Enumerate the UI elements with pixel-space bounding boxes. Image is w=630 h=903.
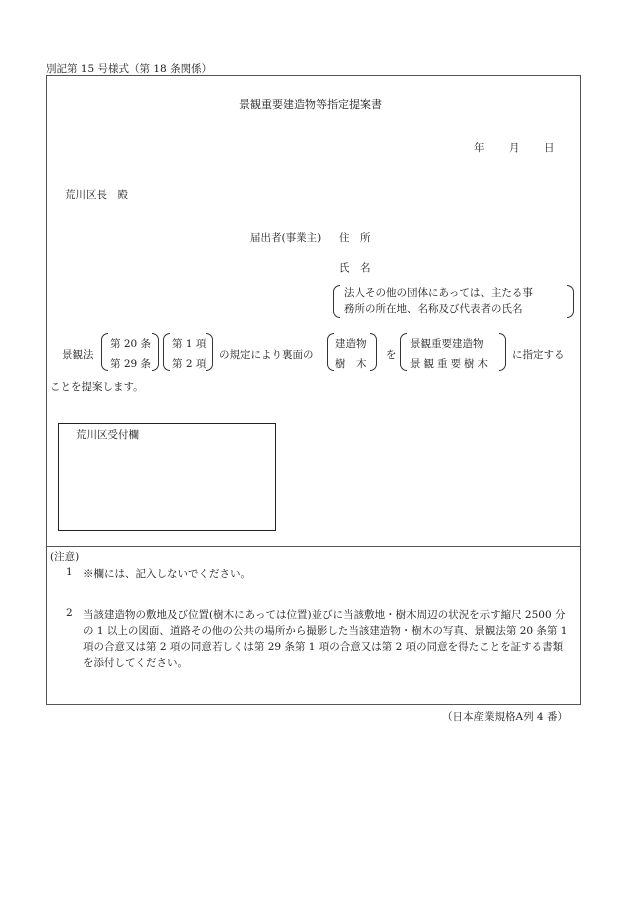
corp-note-line-1: 法人その他の団体にあっては、主たる事 xyxy=(344,287,533,299)
clause-2: 第 2 項 xyxy=(172,358,207,370)
article-close-brace xyxy=(152,333,159,371)
particle-wo: を xyxy=(386,349,397,361)
notes-divider xyxy=(46,546,581,547)
notes-heading: (注意) xyxy=(50,551,80,563)
corp-note xyxy=(344,285,533,317)
note-2-text: 当該建造物の敷地及び位置(樹木にあっては位置)並びに当該敷地・樹木周辺の状況を示す縮尺 2500 分の 1 以上の図面、道路その他の公共の場所から撮影した当該建造物・樹木の写真、景観法第 20 条第 1 項の合意又は第 2 項の同意若しくは第 29 条第 1 項の合意又は第 2 項の同意を得たことを証する書類を添付してください。 xyxy=(83,609,568,669)
object-close-brace xyxy=(370,333,377,371)
note-1-number: 1 xyxy=(66,566,73,578)
clause-close-brace xyxy=(206,333,213,371)
date-day-label: 日 xyxy=(544,142,555,154)
form-reference: 別記第 15 号様式（第 18 条関係） xyxy=(46,63,213,75)
clause-open-brace xyxy=(163,333,170,371)
article-20: 第 20 条 xyxy=(110,338,152,350)
article-open-brace xyxy=(101,333,108,371)
footer-standard: （日本産業規格A列 4 番） xyxy=(442,711,568,723)
clause-1: 第 1 項 xyxy=(172,338,207,350)
document-title: 景観重要建造物等指定提案書 xyxy=(239,98,382,111)
note-2-number: 2 xyxy=(66,607,73,619)
corp-note-line-2: 務所の所在地、名称及び代表者の氏名 xyxy=(344,303,523,315)
article-29: 第 29 条 xyxy=(110,358,152,370)
law-name: 景観法 xyxy=(62,349,94,361)
object-building: 建造物 xyxy=(335,338,367,350)
date-month-label: 月 xyxy=(509,142,520,154)
important-tree: 景観重要樹木 xyxy=(410,358,491,370)
designate-text: に指定する xyxy=(512,349,565,361)
receipt-box-label: 荒川区受付欄 xyxy=(76,429,139,441)
addressee: 荒川区長 殿 xyxy=(65,189,128,201)
object-tree: 樹 木 xyxy=(335,358,367,370)
closing-text: ことを提案します。 xyxy=(50,381,144,393)
provision-text: の規定により裏面の xyxy=(219,349,314,361)
designation-open-brace xyxy=(400,333,407,371)
address-label: 住 所 xyxy=(339,232,371,244)
date-year-label: 年 xyxy=(474,142,485,154)
corp-note-close-bracket xyxy=(567,285,574,318)
designation-close-brace xyxy=(499,333,506,371)
applicant-label: 届出者(事業主) xyxy=(250,232,322,244)
object-open-brace xyxy=(327,333,334,371)
important-building: 景観重要建造物 xyxy=(410,338,484,350)
corp-note-open-bracket xyxy=(333,285,340,318)
name-label: 氏 名 xyxy=(339,262,371,274)
receipt-box xyxy=(58,423,276,531)
note-1-text: ※欄には、記入しないでください。 xyxy=(83,568,251,580)
